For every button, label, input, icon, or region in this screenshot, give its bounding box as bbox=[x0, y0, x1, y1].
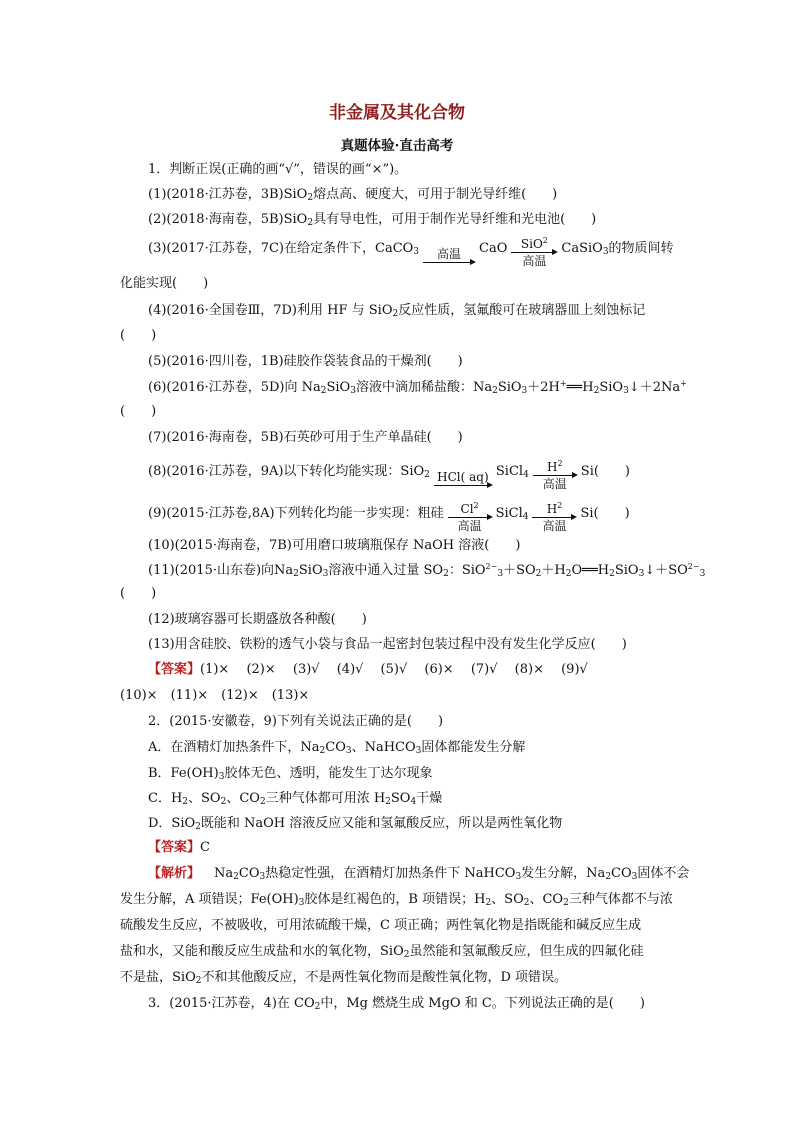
q1-item-3-cont: 化能实现( ) bbox=[120, 276, 209, 291]
reaction-arrow: $H^2$ 高温 bbox=[533, 460, 577, 494]
q1-item-8: (8)(2016·江苏卷，9A)以下转化均能实现：SiO$_2$ HCl( aq) SiCl$_4$ $H^2$ 高温 Si( ) bbox=[148, 460, 708, 504]
q1-item-10: (10)(2015·海南卷，7B)可用磨口玻璃瓶保存 NaOH 溶液( ) bbox=[148, 538, 521, 553]
q2-explanation-1: 【解析】 $Na_2CO_3$热稳定性强，在酒精灯加热条件下 NaHCO$_3$发生分解，$Na_2CO_3$固体不会 bbox=[148, 866, 690, 882]
q1-item-13: (13)用含硅胶、铁粉的透气小袋与食品一起密封包装过程中没有发生化学反应( ) bbox=[148, 637, 627, 652]
q1-item-2: (2)(2018·海南卷，5B)SiO$_2$具有导电性，可用于制作光导纤维和光电池( ) bbox=[148, 212, 597, 228]
q2-explanation-5: 不是盐，SiO$_2$不和其他酸反应，不是两性氧化物而是酸性氧化物，D 项错误。 bbox=[120, 970, 568, 986]
q2-explanation-4: 盐和水，又能和酸反应生成盐和水的氧化物，SiO$_2$虽然能和氢氟酸反应，但生成的四氟化硅 bbox=[120, 944, 644, 960]
q1-item-4: (4)(2016·全国卷Ⅲ，7D)利用 HF 与 SiO$_2$反应性质，氢氟酸可在玻璃器皿上刻蚀标记 bbox=[148, 303, 646, 319]
answer-label: 【答案】 bbox=[148, 662, 201, 677]
q3-stem: 3．(2015·江苏卷，4)在 $CO_2$中，Mg 燃烧生成 MgO 和 C。下列说法正确的是( ) bbox=[148, 996, 645, 1012]
reaction-arrow: HCl( aq) bbox=[434, 470, 492, 504]
q1-item-12: (12)玻璃容器可长期盛放各种酸( ) bbox=[148, 612, 367, 627]
answer-label: 【答案】 bbox=[148, 840, 201, 855]
q1-item-7: (7)(2016·海南卷，5B)石英砂可用于生产单晶硅( ) bbox=[148, 430, 463, 445]
q1-answer: 【答案】(1)× (2)× (3)√ (4)√ (5)√ (6)× (7)√ (8)× (9)√ bbox=[148, 662, 588, 677]
q1-stem: 1．判断正误(正确的画“√”，错误的画“×”)。 bbox=[148, 162, 408, 177]
q2-explanation-3: 硫酸发生反应，不被吸收，可用浓硫酸干燥，C 项正确；两性氧化物是指既能和碱反应生成 bbox=[120, 918, 642, 933]
q1-item-3: (3)(2017·江苏卷，7C)在给定条件下，CaCO$_3$ 高温 CaO SiO$^2$ 高温 CaSiO$_3$的物质间转 bbox=[148, 237, 708, 281]
page-title: 非金属及其化合物 bbox=[329, 103, 465, 123]
q1-item-4-cont: ( ) bbox=[120, 328, 157, 343]
q2-explanation-2: 发生分解，A 项错误；$Fe(OH)_3$胶体是红褐色的，B 项错误；$H_2$、$SO_2$、$CO_2$三种气体都不与浓 bbox=[120, 892, 673, 908]
q2-option-c: C．$H_2$、$SO_2$、$CO_2$三种气体都可用浓 $H_2SO_4$干燥 bbox=[148, 791, 443, 807]
q1-item-6-cont: ( ) bbox=[120, 404, 157, 419]
reaction-arrow: 高温 bbox=[423, 247, 475, 281]
page-subtitle: 真题体验·直击高考 bbox=[340, 138, 454, 154]
q2-option-b: B．$Fe(OH)_3$胶体无色、透明，能发生丁达尔现象 bbox=[148, 766, 433, 782]
q1-answer-cont: (10)× (11)× (12)× (13)× bbox=[120, 688, 310, 703]
q1-item-5: (5)(2016·四川卷，1B)硅胶作袋装食品的干燥剂( ) bbox=[148, 354, 463, 369]
q2-stem: 2．(2015·安徽卷，9)下列有关说法正确的是( ) bbox=[148, 714, 444, 729]
q1-item-11-cont: ( ) bbox=[120, 586, 157, 601]
q1-item-6: (6)(2016·江苏卷，5D)向 $Na_2SiO_3$溶液中滴加稀盐酸：$Na_2SiO_3+2H^+══H_2SiO_3↓+2Na^+$ bbox=[148, 379, 687, 396]
reaction-arrow: SiO$^2$ 高温 bbox=[511, 237, 557, 271]
reaction-arrow: $H^2$ 高温 bbox=[532, 502, 576, 536]
q2-option-a: A．在酒精灯加热条件下，$Na_2CO_3$、NaHCO$_3$固体都能发生分解 bbox=[148, 740, 526, 756]
q2-option-d: D．SiO$_2$既能和 NaOH 溶液反应又能和氢氟酸反应，所以是两性氧化物 bbox=[148, 816, 563, 832]
q1-item-9: (9)(2015·江苏卷,8A)下列转化均能一步实现：粗硅 Cl$^2$ 高温 SiCl$_4$ $H^2$ 高温 Si( ) bbox=[148, 502, 708, 536]
q2-answer: 【答案】C bbox=[148, 840, 210, 855]
q1-item-1: (1)(2018·江苏卷，3B)SiO$_2$熔点高、硬度大，可用于制光导纤维( ) bbox=[148, 187, 558, 203]
q1-item-11: (11)(2015·山东卷)向$Na_2SiO_3$溶液中通入过量 $SO_2$：$SiO^{2-}_3+SO_2+H_2O══H_2SiO_3↓+SO^{2-}_3$ bbox=[148, 562, 706, 579]
explanation-label: 【解析】 bbox=[148, 866, 201, 881]
reaction-arrow: Cl$^2$ 高温 bbox=[448, 502, 492, 536]
